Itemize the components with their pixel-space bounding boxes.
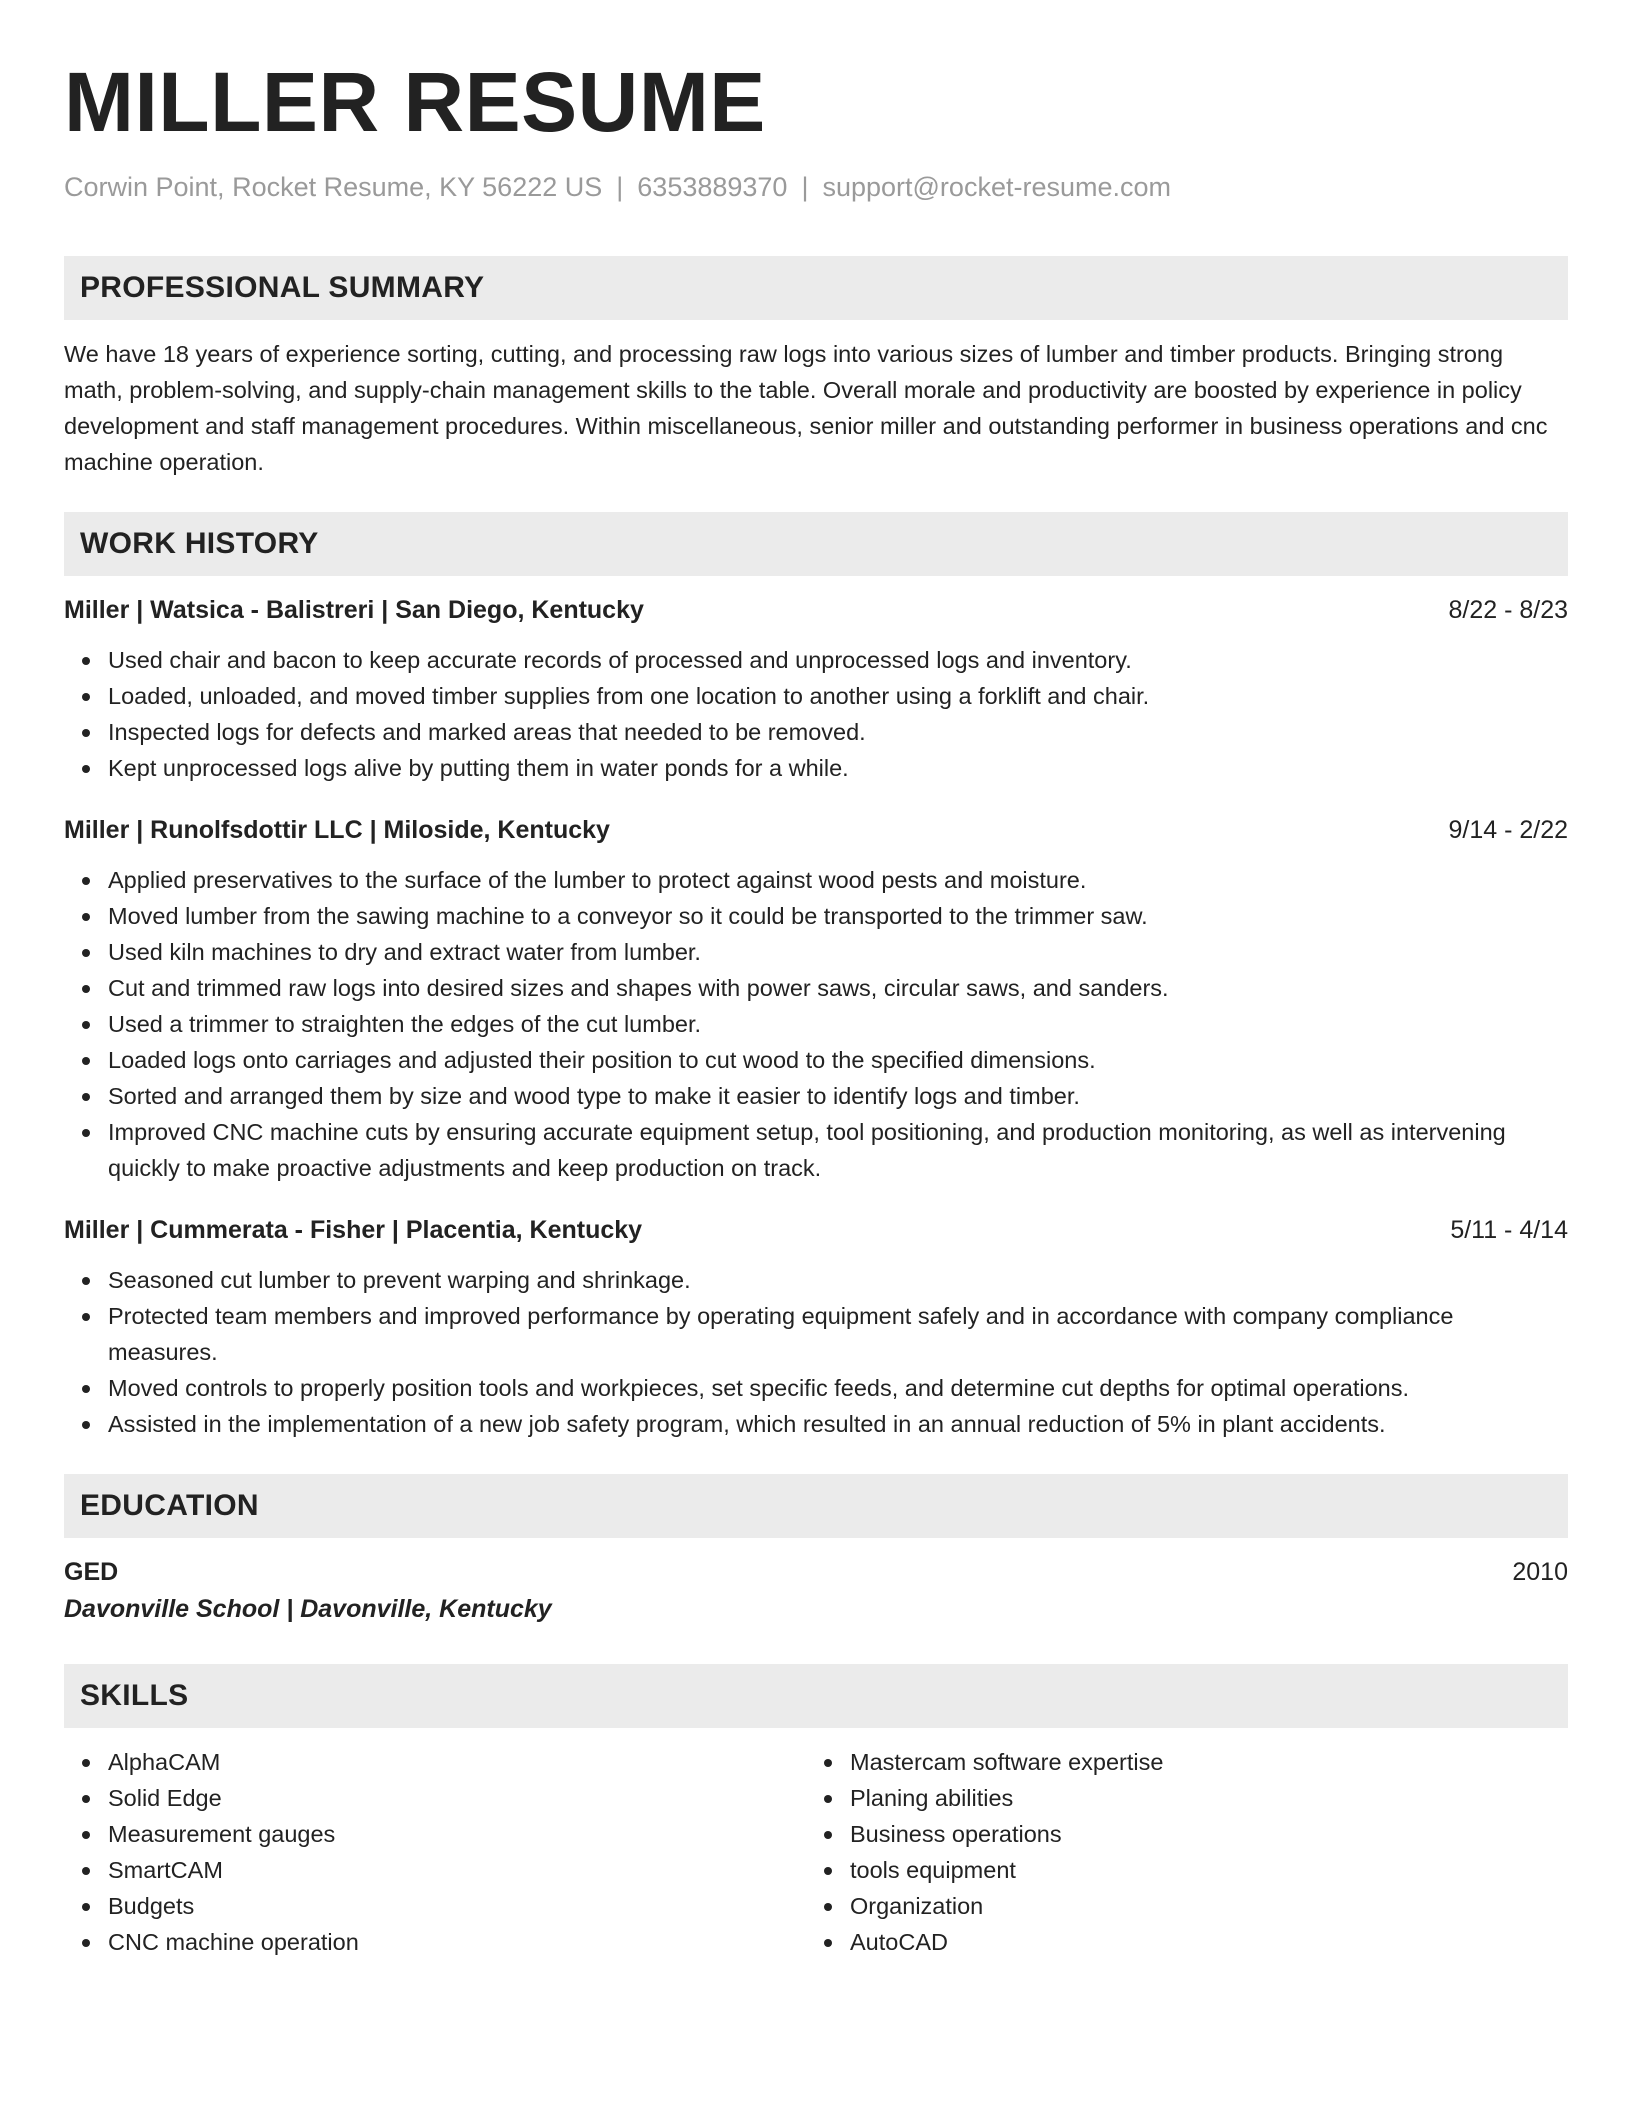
skills-list <box>64 1744 1568 1960</box>
section-heading-summary: PROFESSIONAL SUMMARY <box>64 256 1568 320</box>
job-bullet: Used chair and bacon to keep accurate records of processed and unprocessed logs and inventory. <box>108 642 1568 678</box>
skill-item: Solid Edge <box>108 1780 806 1816</box>
job-bullet: Assisted in the implementation of a new job safety program, which resulted in an annual reduction of 5% in plant accidents. <box>108 1406 1568 1442</box>
education-entry <box>64 1554 1568 1628</box>
job-bullet: Loaded logs onto carriages and adjusted their position to cut wood to the specified dimensions. <box>108 1042 1568 1078</box>
section-heading-skills: SKILLS <box>64 1664 1568 1728</box>
job-bullet: Cut and trimmed raw logs into desired sizes and shapes with power saws, circular saws, and sanders. <box>108 970 1568 1006</box>
job-title: Miller | Watsica - Balistreri | San Diego, Kentucky <box>64 596 644 624</box>
job-bullet: Inspected logs for defects and marked areas that needed to be removed. <box>108 714 1568 750</box>
skill-item: AlphaCAM <box>108 1744 806 1780</box>
job-bullet: Used a trimmer to straighten the edges of the cut lumber. <box>108 1006 1568 1042</box>
job-bullet: Sorted and arranged them by size and wood type to make it easier to identify logs and timber. <box>108 1078 1568 1114</box>
job-title: Miller | Cummerata - Fisher | Placentia, Kentucky <box>64 1216 643 1244</box>
job-bullets <box>64 862 1568 1186</box>
job-bullet: Applied preservatives to the surface of the lumber to protect against wood pests and moisture. <box>108 862 1568 898</box>
job-entry <box>64 812 1568 1186</box>
job-title: Miller | Runolfsdottir LLC | Miloside, Kentucky <box>64 816 610 844</box>
skill-item: Planing abilities <box>850 1780 1548 1816</box>
contact-line <box>64 170 1568 204</box>
job-bullet: Improved CNC machine cuts by ensuring accurate equipment setup, tool positioning, and production monitoring, as well as intervening quickly to make proactive adjustments and keep production on track. <box>108 1114 1568 1186</box>
skill-item: AutoCAD <box>850 1924 1548 1960</box>
skill-item: Measurement gauges <box>108 1816 806 1852</box>
section-heading-work-history: WORK HISTORY <box>64 512 1568 576</box>
skills-bullets <box>806 1744 1548 1960</box>
skills-bullets <box>64 1744 806 1960</box>
job-bullet: Loaded, unloaded, and moved timber supplies from one location to another using a forklift and chair. <box>108 678 1568 714</box>
skill-item: SmartCAM <box>108 1852 806 1888</box>
education-degree: GED <box>64 1558 119 1586</box>
job-bullets <box>64 642 1568 786</box>
section-heading-education: EDUCATION <box>64 1474 1568 1538</box>
job-entry <box>64 592 1568 786</box>
job-dates: 8/22 - 8/23 <box>1448 596 1568 624</box>
contact-address: Corwin Point, Rocket Resume, KY 56222 US <box>64 172 603 202</box>
job-header <box>64 812 1568 848</box>
education-header <box>64 1554 1568 1590</box>
skill-item: tools equipment <box>850 1852 1548 1888</box>
job-entry <box>64 1212 1568 1442</box>
job-dates: 9/14 - 2/22 <box>1448 816 1568 844</box>
job-bullet: Moved controls to properly position tools and workpieces, set specific feeds, and determine cut depths for optimal operations. <box>108 1370 1568 1406</box>
contact-separator: | <box>801 172 809 202</box>
skill-item: Mastercam software expertise <box>850 1744 1548 1780</box>
skill-item: Budgets <box>108 1888 806 1924</box>
resume-name: MILLER RESUME <box>64 55 766 149</box>
job-header <box>64 1212 1568 1248</box>
job-bullet: Protected team members and improved performance by operating equipment safely and in accordance with company compliance measures. <box>108 1298 1568 1370</box>
job-header <box>64 592 1568 628</box>
skill-item: Organization <box>850 1888 1548 1924</box>
skill-item: CNC machine operation <box>108 1924 806 1960</box>
job-bullet: Seasoned cut lumber to prevent warping and shrinkage. <box>108 1262 1568 1298</box>
skill-item: Business operations <box>850 1816 1548 1852</box>
skills-column-right <box>806 1744 1548 1960</box>
education-school: Davonville School | Davonville, Kentucky <box>64 1595 552 1623</box>
contact-phone: 6353889370 <box>637 172 788 202</box>
job-bullet: Used kiln machines to dry and extract water from lumber. <box>108 934 1568 970</box>
contact-email: support@rocket-resume.com <box>822 172 1171 202</box>
resume-page <box>64 52 1568 1960</box>
job-dates: 5/11 - 4/14 <box>1450 1216 1568 1244</box>
education-year: 2010 <box>1512 1558 1568 1586</box>
contact-separator: | <box>616 172 624 202</box>
job-bullets <box>64 1262 1568 1442</box>
job-bullet: Moved lumber from the sawing machine to a conveyor so it could be transported to the trimmer saw. <box>108 898 1568 934</box>
job-bullet: Kept unprocessed logs alive by putting them in water ponds for a while. <box>108 750 1568 786</box>
skills-column-left <box>64 1744 806 1960</box>
summary-text: We have 18 years of experience sorting, cutting, and processing raw logs into various sizes of lumber and timber products. Bringing strong math, problem-solving, and supply-chain management skills to the table. Overall morale and productivity are boosted by experience in policy development and staff management procedures. Within miscellaneous, senior miller and outstanding performer in business operations and cnc machine operation. <box>64 341 1548 475</box>
